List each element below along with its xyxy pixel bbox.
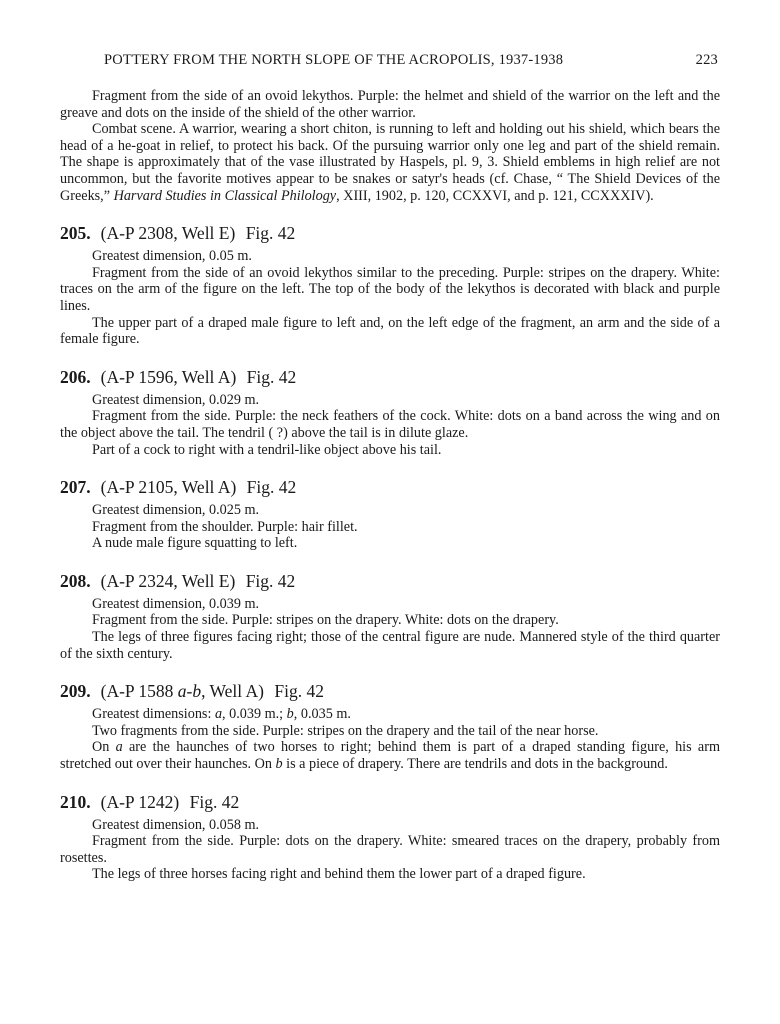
entry-number: 207. (60, 477, 91, 498)
inventory-reference: (A-P 2105, Well A) (100, 477, 237, 498)
inventory-reference: (A-P 2308, Well E) (100, 223, 236, 244)
catalog-entry-208 (60, 570, 720, 662)
technique-paragraph: Fragment from the side. Purple: stripes on the drapery. White: dots on the drapery. (92, 612, 559, 629)
catalog-entry-206 (60, 366, 720, 458)
figure-reference: Fig. 42 (245, 223, 296, 244)
figure-reference: Fig. 42 (246, 366, 297, 387)
entry-heading (60, 476, 720, 498)
description-paragraph: Part of a cock to right with a tendril-like object above his tail. (92, 441, 442, 458)
figure-reference: Fig. 42 (245, 570, 296, 591)
dimension-line: Greatest dimension, 0.05 m. (92, 248, 252, 265)
journal-title: Harvard Studies in Classical Philology (113, 187, 337, 204)
description-paragraph: A nude male figure squatting to left. (92, 535, 298, 552)
inventory-reference: (A-P 2324, Well E) (100, 570, 236, 591)
figure-reference: Fig. 42 (274, 681, 324, 702)
inventory-reference: (A-P 1588 a-b, Well A) (100, 681, 265, 702)
entry-heading (60, 791, 720, 813)
page-number: 223 (695, 52, 718, 68)
technique-paragraph: Fragment from the shoulder. Purple: hair fillet. (92, 518, 358, 535)
description-paragraph: The upper part of a draped male figure to left and, on the left edge of the fragment, an arm and the side of a female figure. (60, 314, 720, 348)
dimension-line: Greatest dimensions: a, 0.039 m.; b, 0.035 m. (92, 706, 351, 723)
dimension-line: Greatest dimension, 0.025 m. (92, 502, 260, 519)
running-header (60, 52, 720, 76)
description-paragraph: Combat scene. A warrior, wearing a short chiton, is running to left and holding out his shield, which bears the head of a he-goat in relief, to protect his back. Of the pursuing warrior only one leg and part of the shield remain. The shape is approximately that of the vase illustrated by Haspels, pl. 9, 3. Shield emblems in high relief are not uncommon, but the favorite motives appear to be snakes or satyr's heads (cf. Chase, “ The Shield Devices of the Greeks,” Harvard Studies in Classical Philology, XIII, 1902, p. 120, CCXXVI, and p. 121, CCXXXIV). (60, 121, 720, 204)
page (60, 52, 720, 883)
description-paragraph: On a are the haunches of two horses to right; behind them is part of a draped standing figure, his arm stretched out over their haunches. On b is a piece of drapery. There are tendrils and dots in the background. (60, 739, 720, 773)
inventory-reference: (A-P 1242) (100, 791, 180, 812)
entry-heading (60, 222, 720, 244)
entry-number: 206. (60, 366, 91, 387)
dimension-line: Greatest dimension, 0.029 m. (92, 391, 260, 408)
entry-heading (60, 570, 720, 592)
catalog-entry-205 (60, 222, 720, 348)
description-paragraph: The legs of three horses facing right and behind them the lower part of a draped figure. (92, 866, 586, 883)
entry-number: 210. (60, 791, 91, 812)
inventory-reference: (A-P 1596, Well A) (100, 366, 237, 387)
technique-paragraph: Two fragments from the side. Purple: stripes on the drapery and the tail of the near horse. (92, 722, 599, 739)
entry-number: 205. (60, 223, 91, 244)
figure-reference: Fig. 42 (246, 477, 297, 498)
entry-number: 209. (60, 681, 91, 702)
entry-heading (60, 366, 720, 388)
dimension-line: Greatest dimension, 0.039 m. (92, 595, 260, 612)
running-title: POTTERY FROM THE NORTH SLOPE OF THE ACROPOLIS, 1937-1938 (104, 52, 564, 68)
catalog-entry-207 (60, 476, 720, 552)
technique-paragraph: Fragment from the side. Purple: the neck feathers of the cock. White: dots on a band across the wing and on the object above the tail. The tendril ( ?) above the tail is in dilute glaze. (60, 408, 720, 441)
entry-heading (60, 680, 720, 702)
entry-number: 208. (60, 570, 91, 591)
figure-reference: Fig. 42 (189, 791, 240, 812)
description-paragraph: The legs of three figures facing right; those of the central figure are nude. Mannered style of the third quarter of the sixth century. (60, 629, 720, 662)
catalog-entry-209 (60, 680, 720, 772)
catalog-entry-210 (60, 791, 720, 883)
technique-paragraph: Fragment from the side of an ovoid lekythos. Purple: the helmet and shield of the warrior on the left and the greave and dots on the inside of the shield of the other warrior. (60, 88, 720, 121)
dimension-line: Greatest dimension, 0.058 m. (92, 816, 260, 833)
technique-paragraph: Fragment from the side of an ovoid lekythos similar to the preceding. Purple: stripes on the drapery. White: traces on the arm of the figure on the left. The top of the body of the lekythos is decorated with black and purple lines. (60, 264, 720, 314)
continued-entry (60, 88, 720, 204)
technique-paragraph: Fragment from the side. Purple: dots on the drapery. White: smeared traces on the drapery, probably from rosettes. (60, 833, 720, 866)
